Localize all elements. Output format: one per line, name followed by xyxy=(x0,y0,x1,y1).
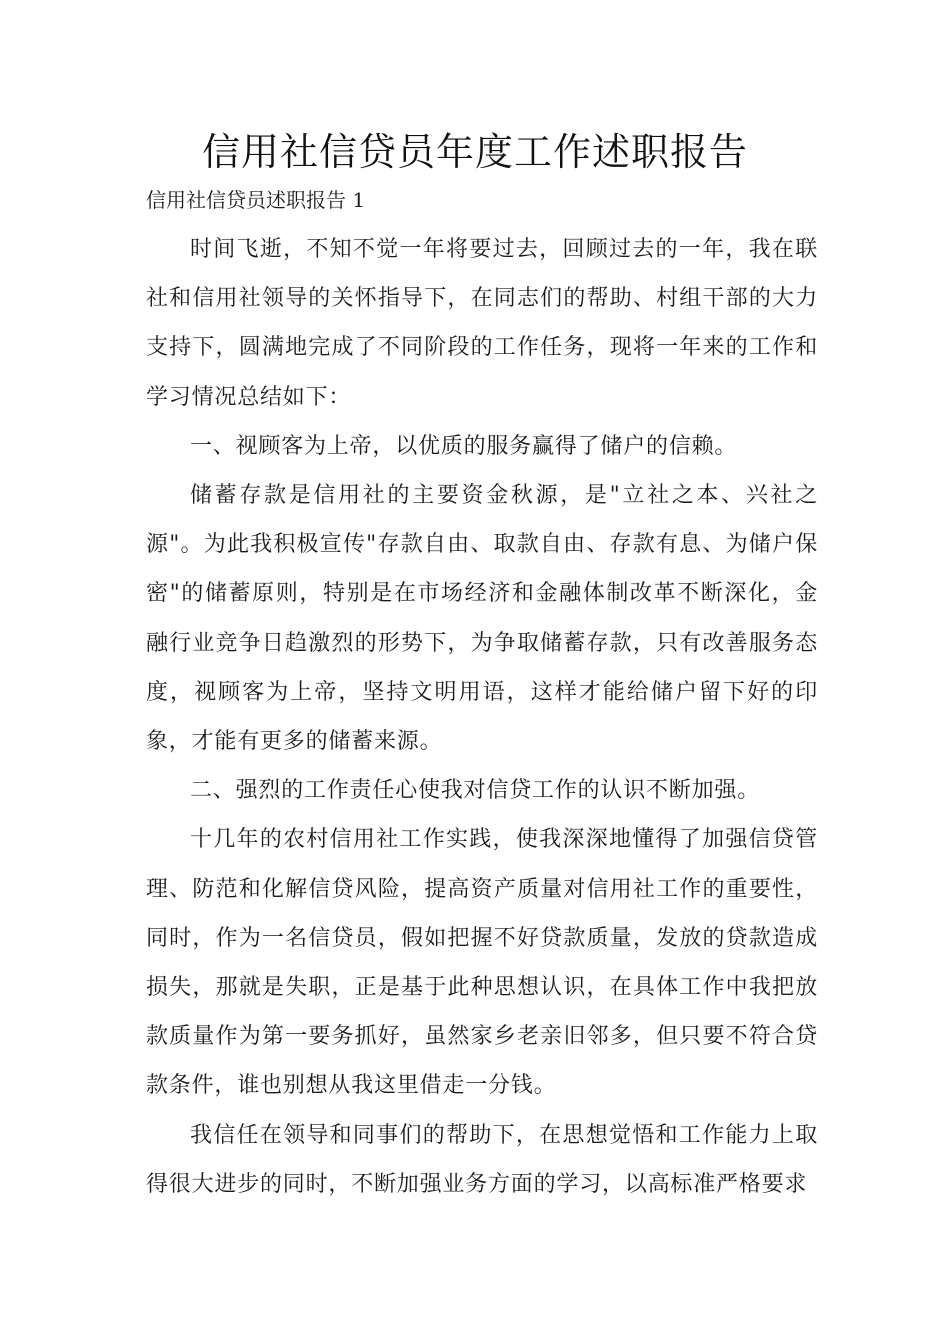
paragraph-credit-practice: 十几年的农村信用社工作实践，使我深深地懂得了加强信贷管理、防范和化解信贷风险，提高资产质量对信用社工作的重要性，同时，作为一名信贷员，假如把握不好贷款质量，发放的贷款造成损失，那就是失职，正是基于此种思想认识，在具体工作中我把放款质量作为第一要务抓好，虽然家乡老亲旧邻多，但只要不符合贷款条件，谁也别想从我这里借走一分钱。 xyxy=(146,827,818,1099)
document-body xyxy=(146,225,818,1209)
paragraph-intro: 时间飞逝，不知不觉一年将要过去，回顾过去的一年，我在联社和信用社领导的关怀指导下，在同志们的帮助、村组干部的大力支持下，圆满地完成了不同阶段的工作任务，现将一年来的工作和学习情况总结如下： xyxy=(146,237,818,410)
section-heading-1: 一、视顾客为上帝，以优质的服务赢得了储户的信赖。 xyxy=(190,433,738,459)
paragraph-savings: 储蓄存款是信用社的主要资金秋源，是"立社之本、兴社之源"。为此我积极宣传"存款自由、取款自由、存款有息、为储户保密"的储蓄原则，特别是在市场经济和金融体制改革不断深化，金融行业竞争日趋激烈的形势下，为争取储蓄存款，只有改善服务态度，视顾客为上帝，坚持文明用语，这样才能给储户留下好的印象，才能有更多的储蓄来源。 xyxy=(146,483,818,755)
document-subtitle: 信用社信贷员述职报告 1 xyxy=(146,188,366,212)
document-title: 信用社信贷员年度工作述职报告 xyxy=(201,130,748,174)
paragraph-learning: 我信任在领导和同事们的帮助下，在思想觉悟和工作能力上取得很大进步的同时，不断加强业务方面的学习，以高标准严格要求 xyxy=(146,1122,818,1197)
section-heading-2: 二、强烈的工作责任心使我对信贷工作的认识不断加强。 xyxy=(190,778,761,804)
